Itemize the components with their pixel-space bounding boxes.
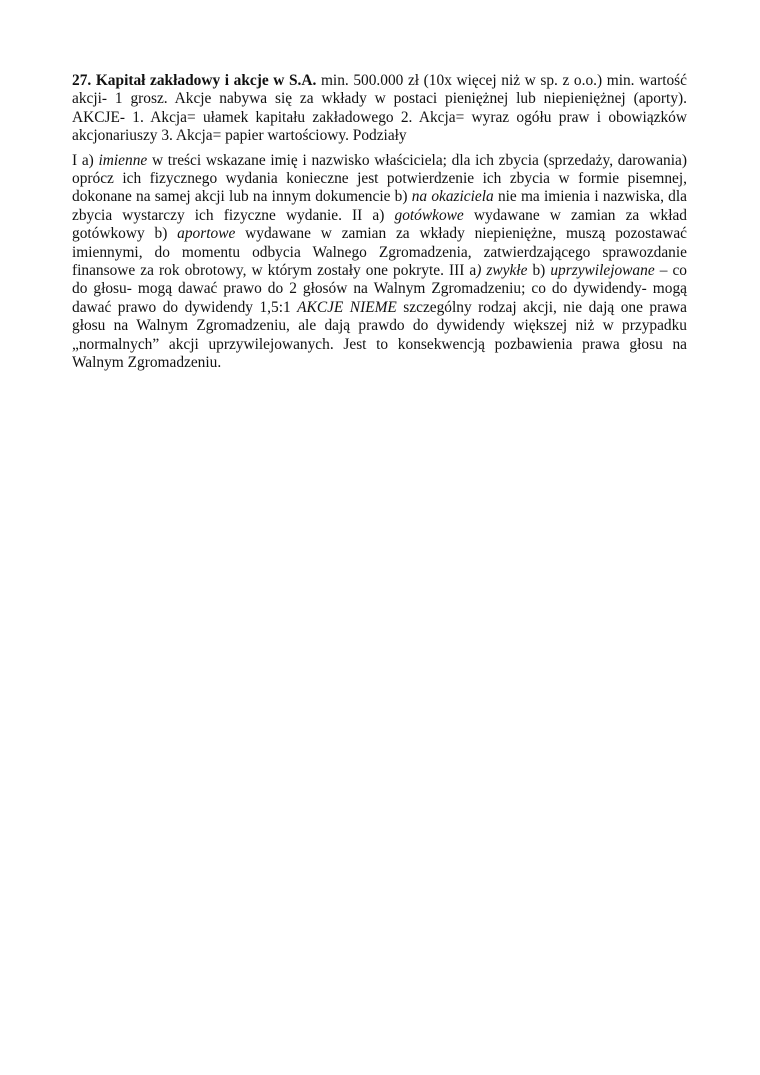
text-run: b) bbox=[527, 262, 551, 280]
paragraph-share-types bbox=[72, 152, 687, 373]
intro-text: min. 500.000 zł (10x więcej niż w sp. z o.o.) min. wartość akcji- 1 grosz. Akcje nabywa się za wkłady w postaci pieniężnej lub niepieniężnej (aporty). AKCJE- 1. Akcja= ułamek kapitału zakładowego 2. Akcja= wyraz ogółu praw i obowiązków akcjonariuszy 3. Akcja= papier wartościowy. Podziały bbox=[72, 72, 687, 145]
term-imienne: imienne bbox=[98, 151, 148, 169]
text-run: nie ma imienia i nazwiska, dla zbycia wystarczy ich fizyczne wydanie. II a) bbox=[72, 188, 687, 224]
text-run: w treści wskazane imię i nazwisko właściciela; dla ich zbycia (sprzedaży, darowania) oprócz ich fizycznego wydania konieczne jest potwierdzenie ich zbycia w formie pisemnej, dokonane na samej akcji lub na innym dokumencie b) bbox=[72, 151, 687, 206]
text-run: szczególny rodzaj akcji, nie dają one prawa głosu na Walnym Zgromadzeniu, ale dają prawdo do dywidendy większej niż w przypadku „normalnych” akcji uprzywilejowanych. Jest to konsekwencją pozbawienia prawa głosu na Walnym Zgromadzeniu. bbox=[72, 298, 687, 372]
term-aportowe: aportowe bbox=[177, 225, 236, 243]
document-page bbox=[72, 72, 687, 379]
term-zwykle: ) zwykłe bbox=[476, 262, 528, 280]
term-na-okaziciela: na okaziciela bbox=[411, 188, 494, 206]
paragraph-intro bbox=[72, 72, 687, 146]
term-gotowkowe: gotówkowe bbox=[394, 206, 464, 224]
text-run: – co do głosu- mogą dawać prawo do 2 głosów na Walnym Zgromadzeniu; co do dywidendy- mogą dawać prawo do dywidendy 1,5:1 bbox=[72, 262, 687, 316]
text-run: wydawane w zamian za wkład gotówkowy b) bbox=[72, 206, 687, 243]
term-akcje-nieme: AKCJE NIEME bbox=[297, 298, 397, 316]
term-uprzywilejowane: uprzywilejowane bbox=[550, 262, 655, 280]
text-run: I a) bbox=[72, 151, 99, 169]
section-heading: 27. Kapitał zakładowy i akcje w S.A. bbox=[72, 72, 317, 89]
text-run: wydawane w zamian za wkłady niepieniężne, muszą pozostawać imiennymi, do momentu odbycia Walnego Zgromadzenia, zatwierdzającego sprawozdanie finansowe za rok obrotowy, w którym zostały one pokryte. III a bbox=[72, 225, 687, 280]
